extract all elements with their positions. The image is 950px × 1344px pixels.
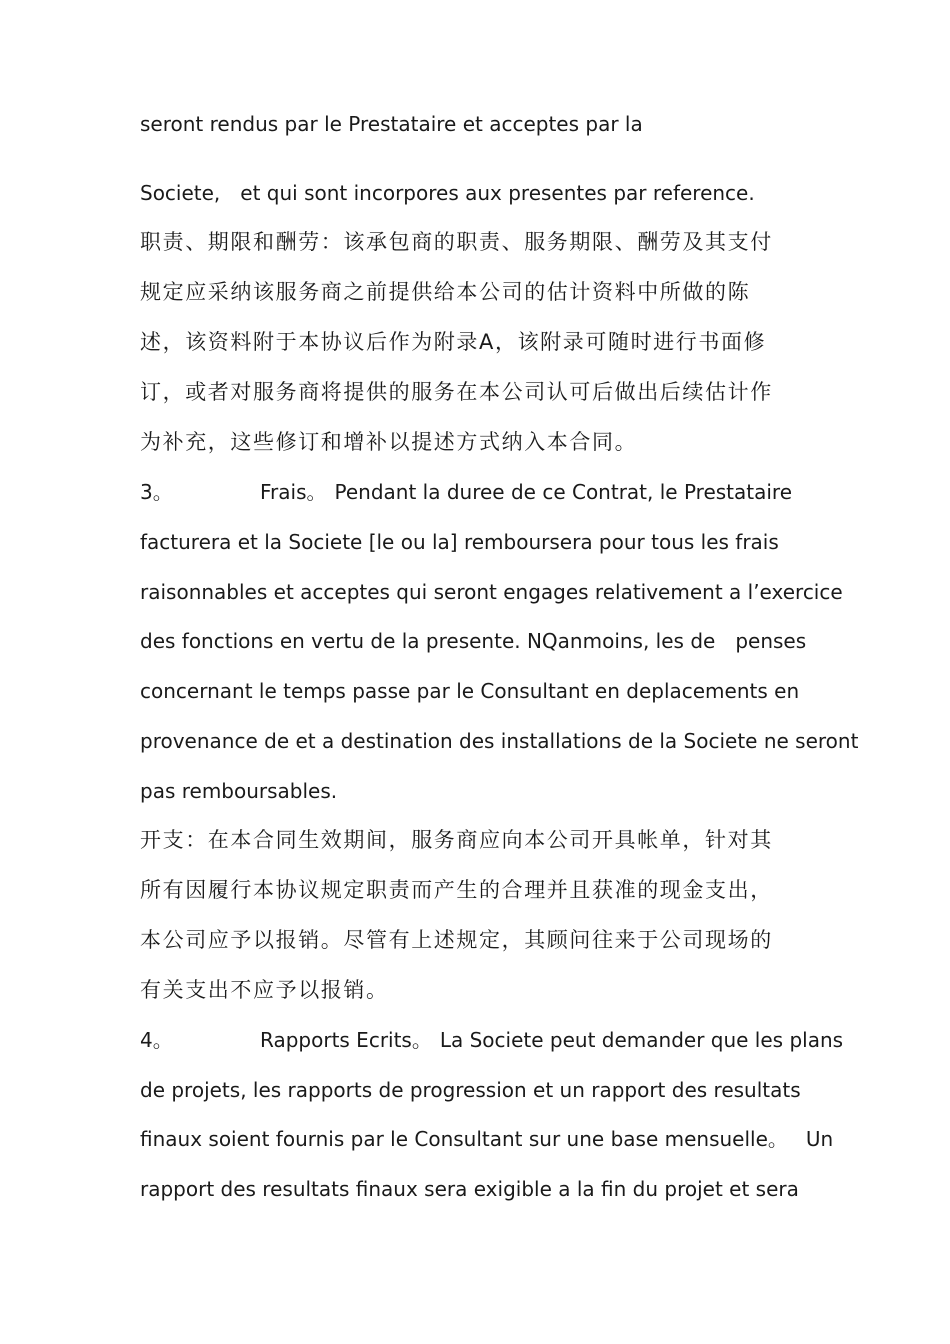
text-line — [140, 1126, 833, 1152]
text-run: Pendant la duree de ce Contrat, le Prestataire — [334, 480, 793, 504]
text-line-zh: 述，该资料附于本协议后作为附录A，该附录可随时进行书面修 — [140, 330, 767, 354]
text-line: pas remboursables. — [140, 779, 338, 803]
text-line-zh: 订，或者对服务商将提供的服务在本公司认可后做出后续估计作 — [140, 380, 773, 404]
text-run: finaux soient fournis par le Consultant sur une base mensuelle。 — [140, 1127, 788, 1151]
section-3-first-line — [140, 479, 792, 505]
text-line: facturera et la Societe [le ou la] remboursera pour tous les frais — [140, 530, 779, 554]
text-line-zh: 所有因履行本协议规定职责而产生的合理并且获准的现金支出， — [140, 878, 773, 902]
text-line-zh: 开支：在本合同生效期间，服务商应向本公司开具帐单，针对其 — [140, 828, 773, 852]
text-line: seront rendus par le Prestataire et acceptes par la — [140, 112, 643, 136]
section-number: 3。 — [140, 480, 173, 504]
text-line-zh: 为补充，这些修订和增补以提述方式纳入本合同。 — [140, 430, 638, 454]
text-line: provenance de et a destination des installations de la Societe ne seront — [140, 729, 859, 753]
text-run: La Societe peut demander que les plans — [439, 1028, 844, 1052]
text-line-zh: 职责、期限和酬劳：该承包商的职责、服务期限、酬劳及其支付 — [140, 230, 773, 254]
section-number: 4。 — [140, 1028, 173, 1052]
text-line-zh: 有关支出不应予以报销。 — [140, 978, 389, 1002]
text-line-zh: 规定应采纳该服务商之前提供给本公司的估计资料中所做的陈 — [140, 280, 751, 304]
text-run: Un — [805, 1127, 834, 1151]
text-line: des fonctions en vertu de la presente. NQanmoins, les dе penses — [140, 629, 807, 653]
text-line: raisonnables et acceptes qui seront engages relativement a l’exercice — [140, 580, 843, 604]
section-heading: Frais。 — [260, 480, 327, 504]
text-line: Societe, et qui sont incorpores aux presentes par reference. — [140, 181, 755, 205]
section-heading: Rapports Ecrits。 — [260, 1028, 432, 1052]
text-line: de projets, les rapports de progression et un rapport des resultats — [140, 1078, 801, 1102]
text-line: concernant le temps passe par le Consultant en deplacements en — [140, 679, 800, 703]
text-line: rapport des resultats finaux sera exigible a la fin du projet et sera — [140, 1177, 799, 1201]
section-4-first-line — [140, 1027, 843, 1053]
text-line-zh: 本公司应予以报销。尽管有上述规定，其顾问往来于公司现场的 — [140, 928, 773, 952]
